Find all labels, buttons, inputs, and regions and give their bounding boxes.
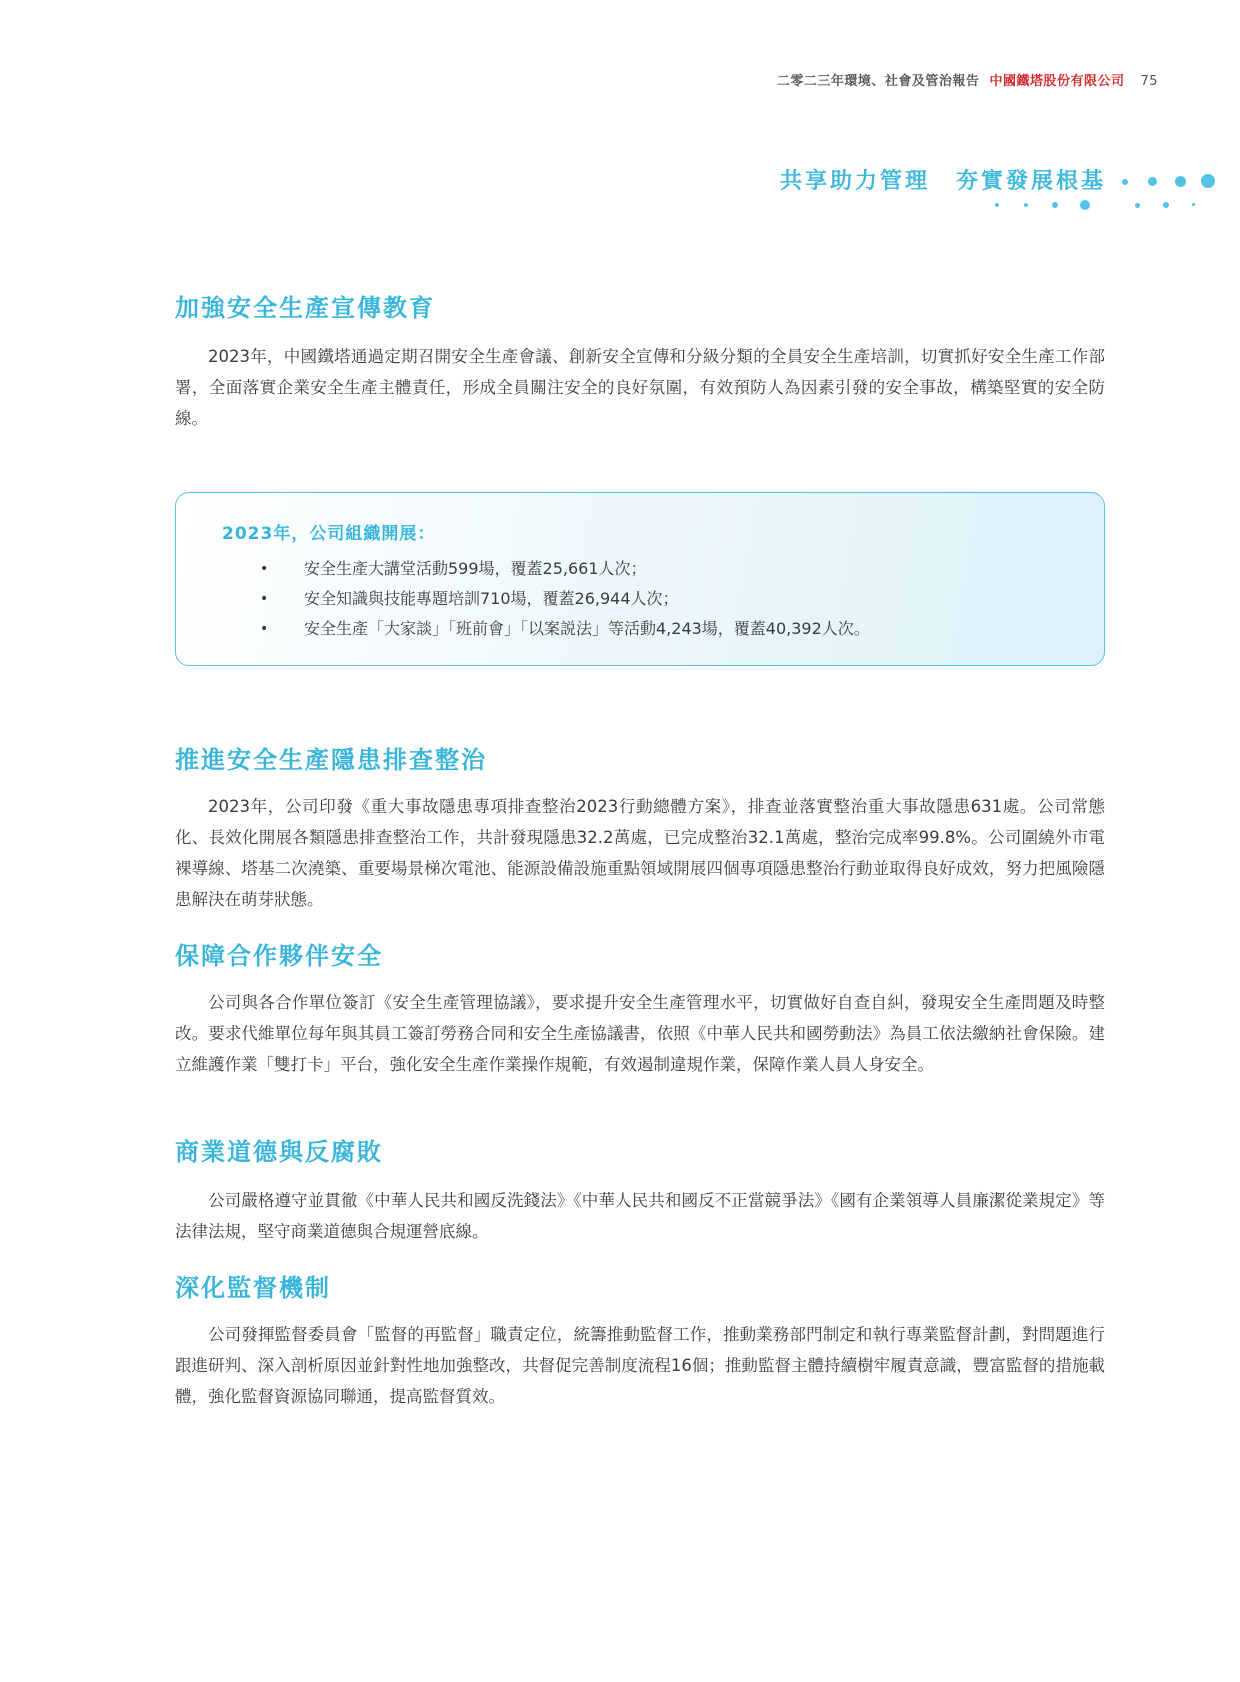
callout-title: 2023年，公司組織開展： <box>222 524 436 544</box>
section-banner <box>780 164 1106 195</box>
dot-icon <box>1201 174 1215 188</box>
dot-icon <box>1163 202 1169 208</box>
page-header <box>777 70 1158 89</box>
list-item <box>222 554 1058 584</box>
bullet-icon: • <box>260 621 269 637</box>
section-heading: 深化監督機制 <box>175 1274 331 1302</box>
section-heading: 推進安全生產隱患排查整治 <box>175 746 487 774</box>
callout-list <box>222 554 1058 644</box>
bullet-icon: • <box>260 561 269 577</box>
dot-icon <box>995 203 999 207</box>
list-item <box>222 614 1058 644</box>
section-supervision <box>175 1268 1105 1412</box>
section-safety-education <box>175 288 1105 434</box>
page-number: 75 <box>1140 74 1158 89</box>
company-name: 中國鐵塔股份有限公司 <box>989 74 1125 89</box>
callout-box <box>175 492 1105 666</box>
section-body: 2023年，中國鐵塔通過定期召開安全生產會議、創新安全宣傳和分級分類的全員安全生產培訓，切實抓好安全生產工作部署，全面落實企業安全生產主體責任，形成全員關注安全的良好氛圍，有效預防人為因素引發的安全事故，構築堅實的安全防線。 <box>175 347 1105 428</box>
section-body: 公司與各合作單位簽訂《安全生產管理協議》，要求提升安全生產管理水平，切實做好自查自糾，發現安全生產問題及時整改。要求代維單位每年與其員工簽訂勞務合同和安全生產協議書，依照《中華人民共和國勞動法》為員工依法繳納社會保險。建立維護作業「雙打卡」平台，強化安全生產作業操作規範，有效遏制違規作業，保障作業人員人身安全。 <box>175 993 1105 1074</box>
section-hazard-rectification <box>175 740 1105 915</box>
section-heading: 加強安全生產宣傳教育 <box>175 294 435 322</box>
dot-icon <box>1122 179 1128 185</box>
section-banner-part1: 共享助力管理 <box>779 169 930 194</box>
section-heading: 商業道德與反腐敗 <box>175 1138 383 1166</box>
list-item-text: 安全生產「大家談」「班前會」「以案説法」等活動4,243場，覆蓋40,392人次。 <box>304 619 870 638</box>
dot-icon <box>1192 203 1195 206</box>
report-title: 二零二三年環境、社會及管治報告 <box>776 74 980 89</box>
section-body: 公司嚴格遵守並貫徹《中華人民共和國反洗錢法》《中華人民共和國反不正當競爭法》《國有企業領導人員廉潔從業規定》等法律法規，堅守商業道德與合規運營底線。 <box>175 1191 1105 1241</box>
list-item-text: 安全知識與技能專題培訓710場，覆蓋26,944人次； <box>304 589 679 608</box>
section-body: 2023年，公司印發《重大事故隱患專項排查整治2023行動總體方案》，排查並落實整治重大事故隱患631處。公司常態化、長效化開展各類隱患排查整治工作，共計發現隱患32.2萬處，已完成整治32.1萬處，整治完成率99.8%。公司圍繞外市電裸導線、塔基二次澆築、重要場景梯次電池、能源設備設施重點領域開展四個專項隱患整治行動並取得良好成效，努力把風險隱患解決在萌芽狀態。 <box>175 797 1105 909</box>
list-item-text: 安全生產大講堂活動599場，覆蓋25,661人次； <box>304 559 647 578</box>
dot-icon <box>1024 203 1028 207</box>
dot-icon <box>1135 203 1140 208</box>
dot-icon <box>1052 202 1058 208</box>
dot-icon <box>1080 200 1090 210</box>
section-body: 公司發揮監督委員會「監督的再監督」職責定位，統籌推動監督工作，推動業務部門制定和執行專業監督計劃，對問題進行跟進研判、深入剖析原因並針對性地加強整改，共督促完善制度流程16個；推動監督主體持續樹牢履責意識，豐富監督的措施載體，強化監督資源協同聯通，提高監督質效。 <box>175 1325 1105 1406</box>
section-business-ethics <box>175 1132 1105 1247</box>
dot-icon <box>1148 177 1157 186</box>
list-item <box>222 584 1058 614</box>
section-heading: 保障合作夥伴安全 <box>175 942 383 970</box>
bullet-icon: • <box>260 591 269 607</box>
dot-icon <box>1175 176 1186 187</box>
section-banner-part2: 夯實發展根基 <box>955 169 1106 194</box>
section-partner-safety <box>175 936 1105 1080</box>
